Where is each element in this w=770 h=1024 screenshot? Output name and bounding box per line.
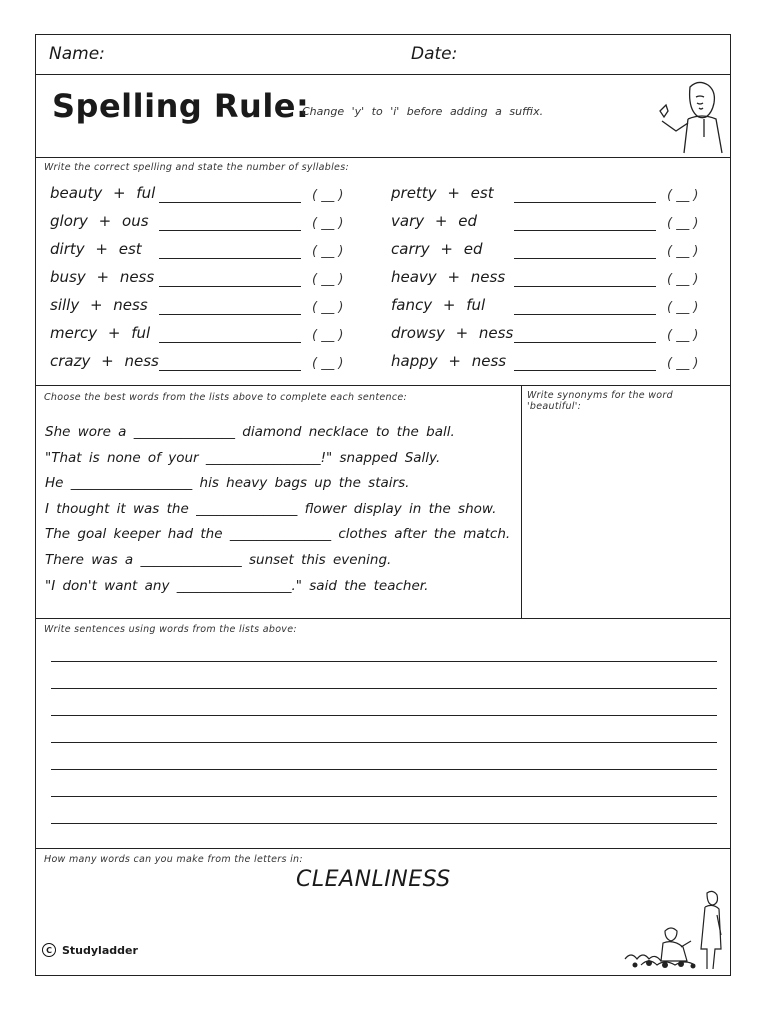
syllable-box[interactable]: ( __ ) [312, 272, 344, 287]
sentence-item: "I don't want any _________________." said the teacher. [45, 578, 429, 594]
answer-line[interactable] [159, 258, 301, 259]
copyright-text: Studyladder [62, 943, 138, 957]
syllable-box[interactable]: ( __ ) [312, 300, 344, 315]
syllable-box[interactable]: ( __ ) [667, 328, 699, 343]
answer-line[interactable] [514, 202, 656, 203]
spelling-rule: Change 'y' to 'i' before adding a suffix. [302, 105, 544, 118]
name-label: Name: [49, 44, 105, 64]
sentence-item: He __________________ his heavy bags up the stairs. [45, 475, 410, 491]
word-item: carry + ed [391, 240, 483, 258]
writing-instruction: Write sentences using words from the lists above: [44, 624, 297, 635]
answer-line[interactable] [159, 370, 301, 371]
writing-line[interactable] [51, 715, 717, 716]
sentence-instruction: Choose the best words from the lists above to complete each sentence: [44, 392, 408, 403]
writing-line[interactable] [51, 661, 717, 662]
syllable-box[interactable]: ( __ ) [312, 356, 344, 371]
syllable-box[interactable]: ( __ ) [667, 216, 699, 231]
word-item: happy + ness [391, 352, 507, 370]
word-item: heavy + ness [391, 268, 506, 286]
syllable-box[interactable]: ( __ ) [667, 272, 699, 287]
section-divider [521, 386, 522, 619]
word-item: dirty + est [50, 240, 142, 258]
sentence-item: She wore a _______________ diamond necklace to the ball. [45, 424, 455, 440]
word-item: drowsy + ness [391, 324, 514, 342]
answer-line[interactable] [159, 202, 301, 203]
syllable-box[interactable]: ( __ ) [312, 244, 344, 259]
word-item: crazy + ness [50, 352, 159, 370]
word-item: mercy + ful [50, 324, 151, 342]
word-item: fancy + ful [391, 296, 486, 314]
answer-line[interactable] [514, 230, 656, 231]
answer-line[interactable] [514, 314, 656, 315]
sentence-item: There was a _______________ sunset this evening. [45, 552, 392, 568]
word-item: glory + ous [50, 212, 149, 230]
answer-line[interactable] [159, 342, 301, 343]
syllable-box[interactable]: ( __ ) [312, 188, 344, 203]
answer-line[interactable] [159, 286, 301, 287]
syllable-box[interactable]: ( __ ) [312, 216, 344, 231]
gardening-illustration [621, 885, 727, 973]
word-item: beauty + ful [50, 184, 156, 202]
word-item: silly + ness [50, 296, 148, 314]
writing-line[interactable] [51, 742, 717, 743]
sentence-item: "That is none of your _________________!" snapped Sally. [45, 450, 441, 466]
sentence-item: I thought it was the _______________ flower display in the show. [45, 501, 497, 517]
word-item: vary + ed [391, 212, 477, 230]
word-item: busy + ness [50, 268, 155, 286]
sentence-item: The goal keeper had the _______________ clothes after the match. [45, 526, 511, 542]
writing-line[interactable] [51, 769, 717, 770]
syllable-box[interactable]: ( __ ) [667, 188, 699, 203]
word-item: pretty + est [391, 184, 494, 202]
answer-line[interactable] [514, 286, 656, 287]
page-title: Spelling Rule: [52, 87, 310, 125]
answer-line[interactable] [514, 258, 656, 259]
syllable-box[interactable]: ( __ ) [667, 300, 699, 315]
syllable-box[interactable]: ( __ ) [667, 356, 699, 371]
worksheet [35, 34, 731, 976]
spelling-instruction: Write the correct spelling and state the number of syllables: [44, 162, 349, 173]
synonyms-instruction: Write synonyms for the word 'beautiful': [527, 390, 673, 412]
syllable-box[interactable]: ( __ ) [667, 244, 699, 259]
syllable-box[interactable]: ( __ ) [312, 328, 344, 343]
writing-section [36, 619, 730, 849]
answer-line[interactable] [159, 230, 301, 231]
writing-line[interactable] [51, 823, 717, 824]
copyright [42, 943, 138, 957]
teacher-illustration [648, 79, 728, 155]
date-label: Date: [411, 44, 458, 64]
writing-line[interactable] [51, 796, 717, 797]
answer-line[interactable] [159, 314, 301, 315]
big-word: CLEANLINESS [296, 867, 451, 892]
header-row [36, 35, 730, 75]
answer-line[interactable] [514, 370, 656, 371]
letters-instruction: How many words can you make from the letters in: [44, 854, 303, 865]
writing-line[interactable] [51, 688, 717, 689]
answer-line[interactable] [514, 342, 656, 343]
copyright-icon: C [42, 943, 56, 957]
